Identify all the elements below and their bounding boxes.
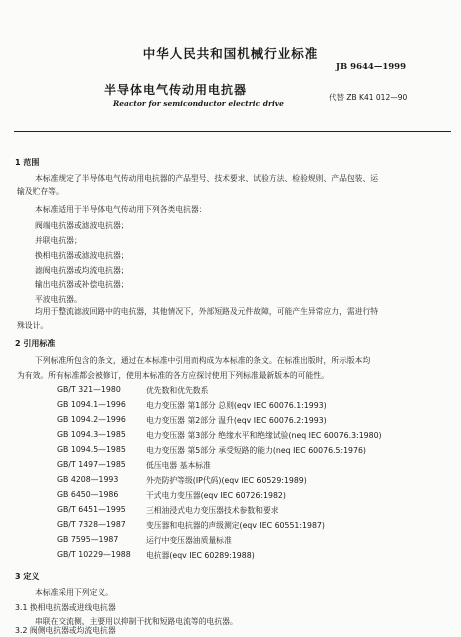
reference-title: 电力变压器 第3部分 绝缘水平和绝缘试验(neq IEC 60076.3:1980)	[146, 431, 382, 440]
reference-title: 优先数和优先数系	[146, 386, 209, 395]
scope-item: 阀端电抗器或滤波电抗器；	[35, 221, 129, 230]
reference-code: GB 1094.1—1996	[57, 400, 126, 409]
reference-title: 变压器和电抗器的声级测定(eqv IEC 60551:1987)	[146, 521, 325, 530]
references-paragraph-line-1: 下列标准所包含的条文，通过在本标准中引用而构成为本标准的条文。在标准出版时，所示版本均	[35, 356, 371, 365]
reference-title: 外壳防护等级(IP代码)(eqv IEC 60529:1989)	[146, 476, 307, 485]
reference-code: GB 1094.5—1985	[57, 445, 126, 454]
definitions-intro: 本标准采用下列定义。	[35, 588, 113, 597]
reference-title: 电力变压器 第5部分 承受短路的能力(neq IEC 60076.5:1976)	[146, 446, 366, 455]
scope-item: 并联电抗器；	[35, 236, 82, 245]
reference-code: GB 7595—1987	[57, 535, 119, 544]
scope-paragraph-line-2: 输及贮存等。	[17, 187, 64, 196]
reference-title: 电力变压器 第1部分 总则(eqv IEC 60076.1:1993)	[146, 401, 327, 410]
standard-org-title: 中华人民共和国机械行业标准	[142, 46, 319, 61]
reference-code: GB 1094.2—1996	[57, 415, 126, 424]
reference-code: GB 6450—1986	[57, 490, 119, 499]
reference-code: GB/T 321—1980	[57, 385, 121, 394]
reference-title: 三相油浸式电力变压器技术参数和要求	[146, 506, 279, 515]
scope-item: 平波电抗器。	[35, 295, 82, 304]
references-paragraph-line-2: 为有效。所有标准都会被修订，使用本标准的各方应探讨使用下列标准最新版本的可能性。	[17, 371, 329, 380]
english-title: Reactor for semiconductor electric drive	[113, 99, 284, 108]
scope-paragraph-line-1: 本标准规定了半导体电气传动用电抗器的产品型号、技术要求、试验方法、检验规则、产品包装、运	[35, 174, 379, 183]
scope-note-line-2: 殊设计。	[17, 321, 49, 330]
definition-3-2-heading: 3.2 阀侧电抗器或均流电抗器	[15, 626, 116, 635]
reference-code: GB/T 6451—1995	[57, 505, 126, 514]
reference-code: GB/T 10229—1988	[57, 550, 131, 559]
standard-number: JB 9644—1999	[336, 62, 406, 72]
replaced-standard: 代替 ZB K41 012—90	[329, 93, 408, 102]
reference-title: 运行中变压器油质量标准	[146, 536, 232, 545]
scope-item: 输出电抗器或补偿电抗器；	[35, 280, 129, 289]
scope-item: 滤阀电抗器或均流电抗器；	[35, 266, 129, 275]
section-2-heading: 2 引用标准	[15, 339, 56, 348]
reference-title: 电力变压器 第2部分 温升(eqv IEC 60076.2:1993)	[146, 416, 327, 425]
section-1-heading: 1 范围	[15, 158, 40, 167]
scope-note-line-1: 均用于整流滤波回路中的电抗器，其他情况下，外部短路及元件故障，可能产生异常应力，需进行特	[35, 307, 379, 316]
reference-code: GB 4208—1993	[57, 475, 119, 484]
reference-title: 干式电力变压器(eqv IEC 60726:1982)	[146, 491, 286, 500]
document-title: 半导体电气传动用电抗器	[104, 83, 248, 97]
scope-item: 换相电抗器或滤波电抗器；	[35, 251, 129, 260]
section-3-heading: 3 定义	[15, 572, 40, 581]
definition-3-1-heading: 3.1 换相电抗器或进线电抗器	[15, 603, 116, 612]
definition-3-1-text: 串联在交流侧，主要用以抑制干扰和短路电流等的电抗器。	[35, 617, 238, 626]
scope-applicability: 本标准适用于半导体电气传动用下列各类电抗器：	[35, 205, 207, 214]
reference-code: GB 1094.3—1985	[57, 430, 126, 439]
reference-code: GB/T 1497—1985	[57, 460, 126, 469]
header-divider	[14, 131, 451, 132]
reference-title: 低压电器 基本标准	[146, 461, 211, 470]
reference-code: GB/T 7328—1987	[57, 520, 126, 529]
reference-title: 电抗器(eqv IEC 60289:1988)	[146, 551, 255, 560]
